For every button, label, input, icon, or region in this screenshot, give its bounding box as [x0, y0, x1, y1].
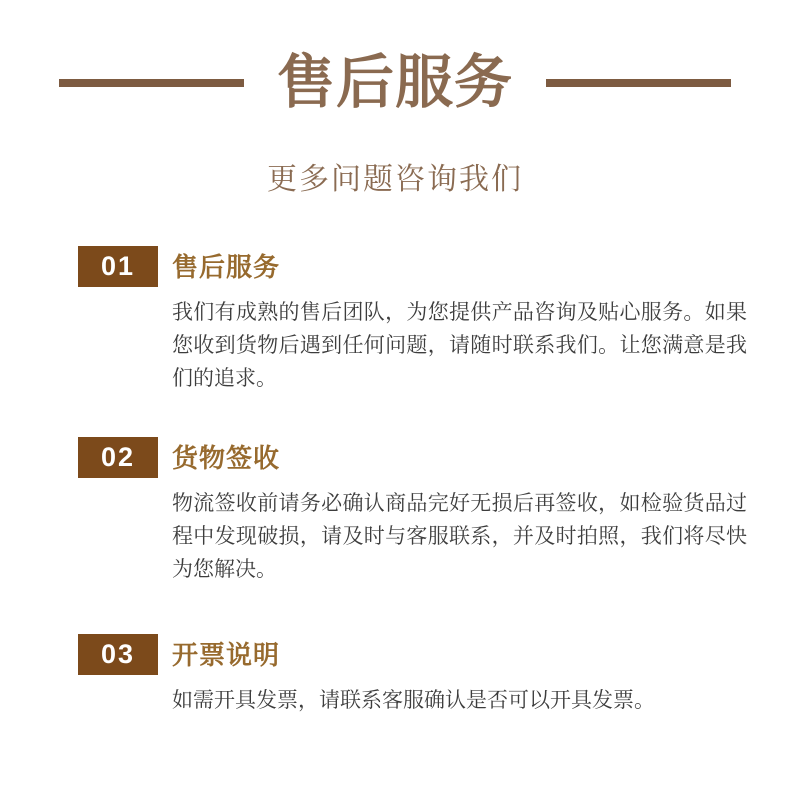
title-rule-right [546, 79, 731, 87]
section-number-badge: 03 [78, 634, 158, 675]
section-number-badge: 02 [78, 437, 158, 478]
section-header-row [0, 634, 790, 675]
section-heading: 售后服务 [172, 251, 281, 282]
page-subtitle: 更多问题咨询我们 [267, 162, 523, 196]
section-body-text: 如需开具发票，请联系客服确认是否可以开具发票。 [172, 689, 655, 713]
section-header-row [0, 246, 790, 287]
section-number-badge: 01 [78, 246, 158, 287]
title-banner [0, 0, 790, 117]
service-sections [0, 246, 790, 717]
page-title: 售后服务 [276, 50, 513, 115]
section-body-text: 我们有成熟的售后团队，为您提供产品咨询及贴心服务。如果您收到货物后遇到任何问题，请随时联系我们。让您满意是我们的追求。 [172, 301, 747, 391]
section-after-sales [0, 246, 790, 395]
section-header-row [0, 437, 790, 478]
page-header [0, 0, 790, 197]
section-body-text: 物流签收前请务必确认商品完好无损后再签收，如检验货品过程中发现破损，请及时与客服联系，并及时拍照，我们将尽快为您解决。 [172, 492, 747, 582]
section-heading: 开票说明 [172, 639, 281, 670]
title-rule-left [59, 79, 244, 87]
section-goods-receipt [0, 437, 790, 586]
section-invoice-info [0, 634, 790, 717]
section-heading: 货物签收 [172, 442, 281, 473]
